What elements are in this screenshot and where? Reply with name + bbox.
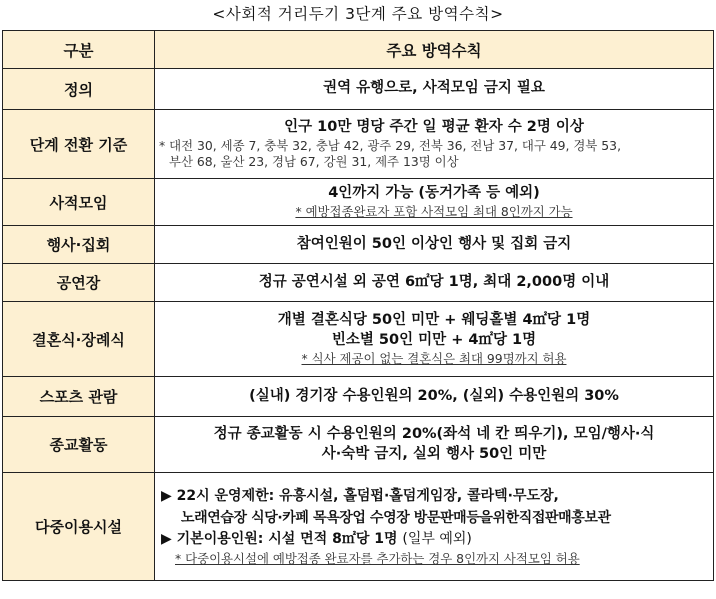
row-note: * 다중이용시설에 예방접종 완료자를 추가하는 경우 8인까지 사적모임 허용 [175, 550, 580, 566]
row-rule-line [161, 529, 713, 551]
row-rule-cell [155, 302, 714, 377]
table-row [3, 302, 714, 377]
table-row [3, 417, 714, 473]
table-row [3, 264, 714, 302]
header-rules: 주요 방역수칙 [155, 31, 714, 69]
row-category: 다중이용시설 [3, 473, 155, 581]
row-rule: 개별 결혼식당 50인 미만 + 웨딩홀별 4㎡당 1명 [277, 312, 591, 329]
row-rule-cell [155, 473, 714, 581]
row-rule: 사·숙박 금지, 실외 행사 50인 미만 [321, 445, 547, 462]
row-category: 결혼식·장례식 [3, 302, 155, 377]
row-category: 공연장 [3, 264, 155, 302]
row-rule-cell [155, 179, 714, 226]
table-header-row [3, 31, 714, 69]
row-rule: 참여인원이 50인 이상인 행사 및 집회 금지 [155, 226, 714, 264]
row-rule: 정규 종교활동 시 수용인원의 20%(좌석 네 칸 띄우기), 모임/행사·식 [213, 425, 655, 442]
row-rule: 노래연습장 식당·카페 목욕장업 수영장 방문판매등을위한직접판매홍보관 [181, 509, 611, 526]
row-category: 정의 [3, 69, 155, 110]
page-title: <사회적 거리두기 3단계 주요 방역수칙> [212, 5, 504, 23]
row-note: * 식사 제공이 없는 결혼식은 최대 99명까지 허용 [301, 350, 567, 366]
row-rule-exception: (일부 예외) [402, 531, 472, 548]
row-category: 종교활동 [3, 417, 155, 473]
row-rule: ▶ 기본이용인원: 시설 면적 8㎡당 1명 [161, 531, 403, 548]
row-note: * 예방접종완료자 포함 사적모임 최대 8인까지 가능 [295, 203, 573, 219]
table-row [3, 69, 714, 110]
row-note: * 대전 30, 세종 7, 충북 32, 충남 42, 광주 29, 전북 36, 전남 37, 대구 49, 경북 53, [159, 137, 622, 153]
table-row [3, 473, 714, 581]
table-row [3, 179, 714, 226]
row-rule: 4인까지 가능 (동거가족 등 예외) [328, 185, 540, 202]
table-row [3, 377, 714, 417]
header-category: 구분 [3, 31, 155, 69]
row-rule: ▶ 22시 운영제한: 유흥시설, 홀덤펍·홀덤게임장, 콜라텍·무도장, [161, 487, 559, 504]
quarantine-rules-table [2, 30, 714, 581]
row-rule: 권역 유행으로, 사적모임 금지 필요 [155, 69, 714, 110]
row-rule: 정규 공연시설 외 공연 6㎡당 1명, 최대 2,000명 이내 [155, 264, 714, 302]
row-rule: 인구 10만 명당 주간 일 평균 환자 수 2명 이상 [284, 119, 584, 136]
row-category: 스포츠 관람 [3, 377, 155, 417]
row-rule: (실내) 경기장 수용인원의 20%, (실외) 수용인원의 30% [155, 377, 714, 417]
row-category: 단계 전환 기준 [3, 110, 155, 179]
row-category: 사적모임 [3, 179, 155, 226]
row-rule-cell [155, 417, 714, 473]
row-category: 행사·집회 [3, 226, 155, 264]
row-rule: 빈소별 50인 미만 + 4㎡당 1명 [331, 331, 537, 348]
table-row [3, 226, 714, 264]
row-note: 부산 68, 울산 23, 경남 67, 강원 31, 제주 13명 이상 [169, 153, 459, 169]
table-row [3, 110, 714, 179]
row-rule-cell [155, 110, 714, 179]
